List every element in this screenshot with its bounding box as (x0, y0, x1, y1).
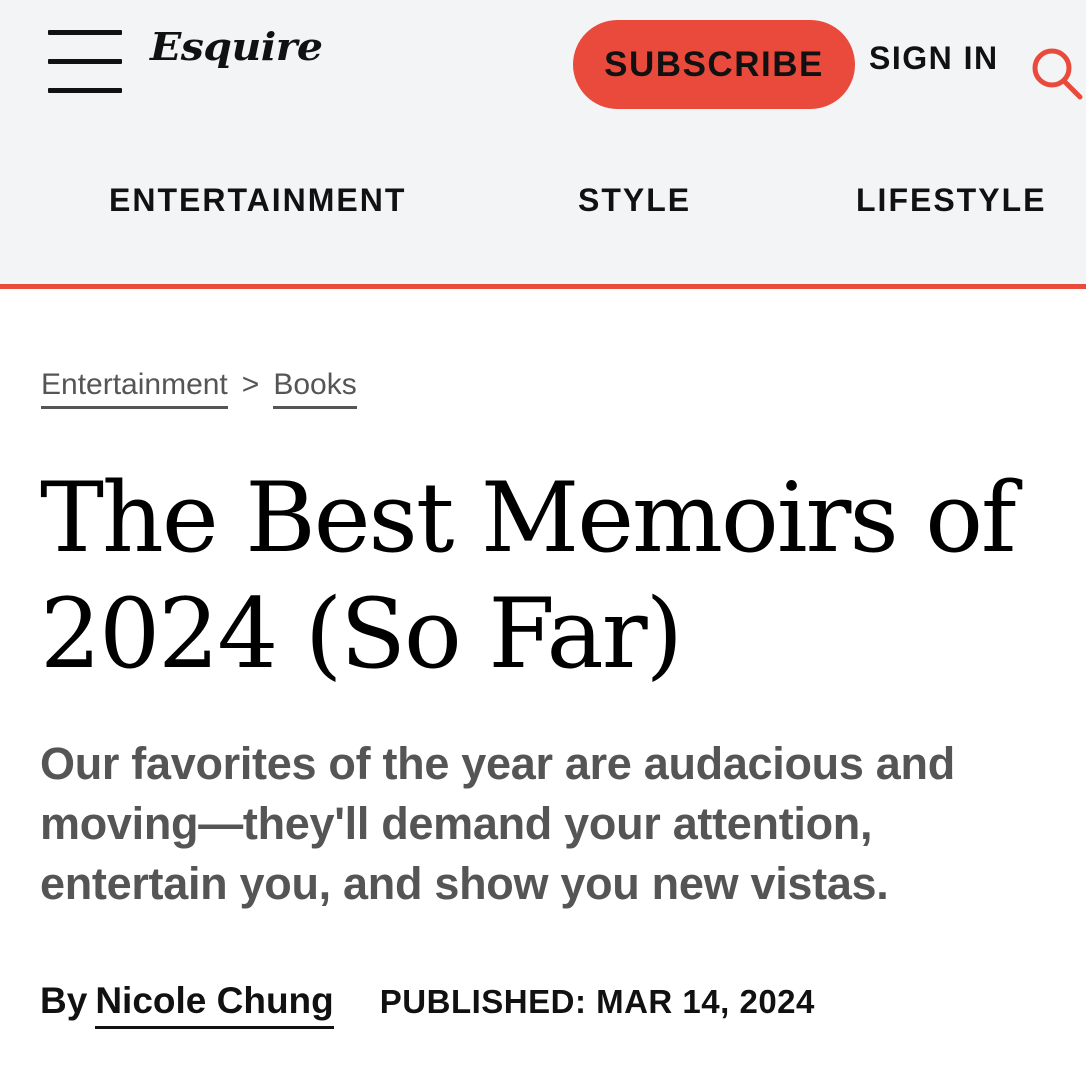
nav-item-entertainment[interactable]: ENTERTAINMENT (109, 182, 407, 218)
byline-prefix: By (40, 980, 88, 1021)
breadcrumb-entertainment[interactable]: Entertainment (41, 368, 228, 409)
breadcrumb-books[interactable]: Books (273, 368, 356, 409)
breadcrumb (41, 368, 357, 409)
byline (40, 980, 815, 1029)
header-divider (0, 284, 1086, 289)
esquire-logo[interactable]: Esquire (150, 24, 323, 69)
article-dek: Our favorites of the year are audacious and moving—they'll demand your attention, entertain you, and show you new vistas. (40, 738, 955, 909)
subscribe-button[interactable]: SUBSCRIBE (573, 20, 855, 109)
article-title: The Best Memoirs of 2024 (So Far) (40, 462, 1015, 690)
hamburger-menu-icon[interactable] (48, 30, 122, 94)
nav-item-lifestyle[interactable]: LIFESTYLE (856, 182, 1047, 218)
sign-in-link[interactable]: SIGN IN (869, 40, 999, 76)
published-date: PUBLISHED: MAR 14, 2024 (379, 983, 815, 1020)
author-link[interactable]: Nicole Chung (95, 980, 333, 1029)
breadcrumb-separator: > (241, 368, 260, 401)
site-header (0, 0, 1086, 284)
search-icon[interactable] (1030, 44, 1086, 100)
nav-item-style[interactable]: STYLE (578, 182, 692, 218)
